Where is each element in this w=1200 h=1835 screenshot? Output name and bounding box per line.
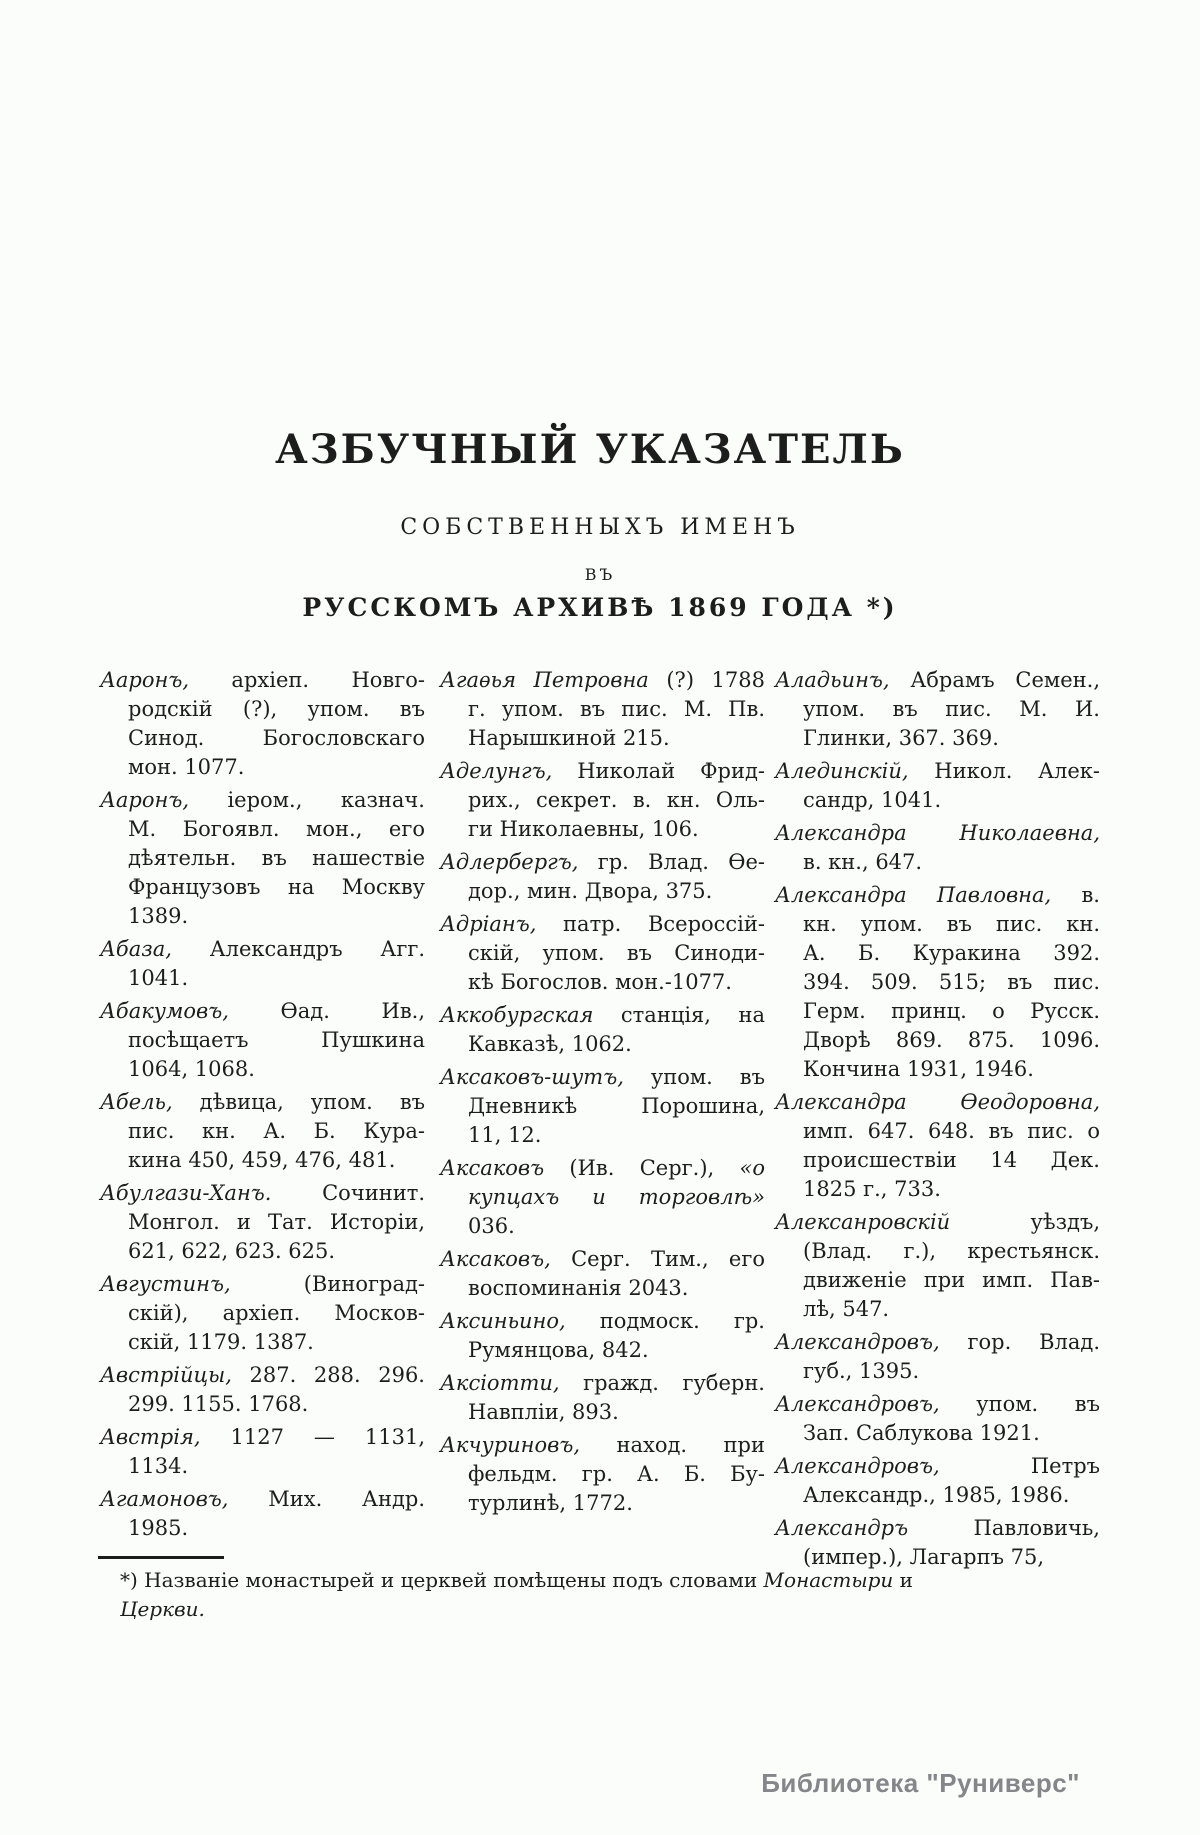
- entry-line: кѣ Богослов. мон.-1077.: [468, 970, 732, 994]
- index-entry: [440, 666, 765, 753]
- entry-line: 1041.: [128, 966, 189, 990]
- entry-line: Абулгази-Ханъ. Сочинит.: [100, 1181, 425, 1205]
- entry-line: Августинъ, (Виноград-: [100, 1272, 425, 1296]
- entry-line: Агамоновъ, Мих. Андр.: [100, 1487, 425, 1511]
- entry-line: 1825 г., 733.: [803, 1177, 941, 1201]
- index-entry: [100, 1423, 425, 1481]
- entry-line: лѣ, 547.: [803, 1297, 890, 1321]
- entry-line: 036.: [468, 1214, 515, 1238]
- entry-line: кн. упом. въ пис. кн.: [803, 912, 1100, 936]
- entry-line: Австрійцы, 287. 288. 296.: [100, 1363, 425, 1387]
- index-entry: [440, 1431, 765, 1518]
- entry-line: А. Б. Куракина 392.: [803, 941, 1100, 965]
- index-entry: [440, 1154, 765, 1241]
- entry-line: Румянцова, 842.: [468, 1338, 649, 1362]
- entry-line: *) Названіе монастырей и церквей помѣщены подъ словами Монастыри и Церкви.: [120, 1568, 913, 1621]
- index-entry: [775, 1452, 1100, 1510]
- title-preposition: ВЪ: [584, 565, 616, 584]
- index-column-2: [440, 666, 765, 1522]
- index-entry: [100, 786, 425, 931]
- entry-line: г. упом. въ пис. М. Пв.: [468, 697, 765, 721]
- index-entry: [775, 757, 1100, 815]
- entry-line: в. кн., 647.: [803, 850, 923, 874]
- index-entry: [775, 1390, 1100, 1448]
- entry-line: 1134.: [128, 1454, 189, 1478]
- entry-line: пис. кн. А. Б. Кура-: [128, 1119, 425, 1143]
- entry-line: Александровъ, Петръ: [775, 1454, 1100, 1478]
- entry-line: родскій (?), упом. въ: [128, 697, 425, 721]
- entry-line: 299. 1155. 1768.: [128, 1392, 309, 1416]
- entry-line: рих., секрет. в. кн. Оль-: [468, 788, 765, 812]
- entry-line: Навпліи, 893.: [468, 1400, 619, 1424]
- index-entry: [440, 910, 765, 997]
- entry-line: Герм. принц. о Русск.: [803, 999, 1100, 1023]
- entry-line: Александр., 1985, 1986.: [803, 1483, 1070, 1507]
- entry-line: упом. въ пис. М. И.: [803, 697, 1100, 721]
- library-watermark: Библиотека "Руниверс": [761, 1768, 1080, 1798]
- entry-line: Ааронъ, архіеп. Новго-: [100, 668, 425, 692]
- index-entry: [100, 1270, 425, 1357]
- entry-line: Кавказѣ, 1062.: [468, 1032, 632, 1056]
- entry-line: 621, 622, 623. 625.: [128, 1239, 336, 1263]
- entry-line: Зап. Саблукова 1921.: [803, 1421, 1040, 1445]
- index-entry: [440, 848, 765, 906]
- entry-line: Дневникѣ Порошина,: [468, 1094, 765, 1118]
- index-column-3: [775, 666, 1100, 1576]
- entry-line: Дворѣ 869. 875. 1096.: [803, 1028, 1100, 1052]
- entry-line: Аксаковъ (Ив. Серг.), «о: [440, 1156, 765, 1180]
- index-entry: [775, 819, 1100, 877]
- entry-line: Кончина 1931, 1946.: [803, 1057, 1034, 1081]
- index-entry: [440, 757, 765, 844]
- entry-line: воспоминанія 2043.: [468, 1276, 689, 1300]
- index-entry: [440, 1063, 765, 1150]
- index-entry: [775, 1208, 1100, 1324]
- entry-line: мон. 1077.: [128, 755, 245, 779]
- index-entry: [100, 1485, 425, 1543]
- entry-line: Абель, дѣвица, упом. въ: [100, 1090, 425, 1114]
- entry-line: Адлербергъ, гр. Влад. Ѳе-: [440, 850, 765, 874]
- entry-line: Ааронъ, іером., казнач.: [100, 788, 425, 812]
- entry-line: 1389.: [128, 904, 189, 928]
- entry-line: Абаза, Александръ Агг.: [100, 937, 425, 961]
- entry-line: происшествіи 14 Дек.: [803, 1148, 1100, 1172]
- page-subtitle: СОБСТВЕННЫХЪ ИМЕНЪ: [400, 515, 800, 540]
- entry-line: фельдм. гр. А. Б. Бу-: [468, 1462, 765, 1486]
- entry-line: скій, упом. въ Синоди-: [468, 941, 765, 965]
- entry-line: дѣятельн. въ нашествіе: [128, 846, 425, 870]
- entry-line: сандр, 1041.: [803, 788, 942, 812]
- entry-line: Аксаковъ-шутъ, упом. въ: [440, 1065, 765, 1089]
- entry-line: 1985.: [128, 1516, 189, 1540]
- entry-line: турлинѣ, 1772.: [468, 1491, 633, 1515]
- index-entry: [775, 1088, 1100, 1204]
- entry-line: Алексанровскій уѣздъ,: [775, 1210, 1100, 1234]
- index-entry: [100, 1361, 425, 1419]
- entry-line: Аксаковъ, Серг. Тим., его: [440, 1247, 765, 1271]
- index-entry: [100, 997, 425, 1084]
- index-entry: [775, 881, 1100, 1084]
- entry-line: 394. 509. 515; въ пис.: [803, 970, 1100, 994]
- series-title: РУССКОМЪ АРХИВѢ 1869 ГОДА *): [302, 593, 898, 622]
- entry-line: Французовъ на Москву: [128, 875, 425, 899]
- index-entry: [100, 1179, 425, 1266]
- index-entry: [775, 1514, 1100, 1572]
- entry-line: Австрія, 1127 — 1131,: [100, 1425, 425, 1449]
- entry-line: Алединскій, Никол. Алек-: [775, 759, 1100, 783]
- entry-line: губ., 1395.: [803, 1359, 920, 1383]
- index-entry: [775, 666, 1100, 753]
- footnote-text: [120, 1566, 998, 1621]
- entry-line: Александра Ѳеодоровна,: [775, 1090, 1100, 1114]
- entry-line: Аксиньино, подмоск. гр.: [440, 1309, 765, 1333]
- entry-line: Аккобургская станція, на: [440, 1003, 765, 1027]
- index-entry: [100, 1088, 425, 1175]
- entry-line: скій, 1179. 1387.: [128, 1330, 314, 1354]
- index-entry: [440, 1307, 765, 1365]
- entry-line: Акчуриновъ, наход. при: [440, 1433, 765, 1457]
- entry-line: Глинки, 367. 369.: [803, 726, 999, 750]
- entry-line: Абакумовъ, Ѳад. Ив.,: [100, 999, 425, 1023]
- entry-line: (Влад. г.), крестьянск.: [803, 1239, 1100, 1263]
- entry-line: 11, 12.: [468, 1123, 542, 1147]
- entry-line: Александровъ, упом. въ: [775, 1392, 1100, 1416]
- footnote-divider: [98, 1556, 224, 1559]
- entry-line: кина 450, 459, 476, 481.: [128, 1148, 396, 1172]
- entry-line: Аксіотти, гражд. губерн.: [440, 1371, 765, 1395]
- index-entry: [440, 1245, 765, 1303]
- entry-line: Александра Николаевна,: [775, 821, 1100, 845]
- entry-line: (импер.), Лагарпъ 75,: [803, 1545, 1045, 1569]
- index-entry: [440, 1001, 765, 1059]
- index-column-1: [100, 666, 425, 1547]
- entry-line: Монгол. и Тат. Исторіи,: [128, 1210, 425, 1234]
- entry-line: Александровъ, гор. Влад.: [775, 1330, 1100, 1354]
- entry-line: 1064, 1068.: [128, 1057, 255, 1081]
- entry-line: Александръ Павловичь,: [775, 1516, 1100, 1540]
- entry-line: посѣщаетъ Пушкина: [128, 1028, 425, 1052]
- entry-line: Нарышкиной 215.: [468, 726, 670, 750]
- entry-line: ги Николаевны, 106.: [468, 817, 699, 841]
- index-entry: [100, 935, 425, 993]
- entry-line: скій), архіеп. Москов-: [128, 1301, 425, 1325]
- entry-line: имп. 647. 648. въ пис. о: [803, 1119, 1100, 1143]
- entry-line: М. Богоявл. мон., его: [128, 817, 425, 841]
- entry-line: Аделунгъ, Николай Фрид-: [440, 759, 765, 783]
- entry-line: движеніе при имп. Пав-: [803, 1268, 1100, 1292]
- entry-line: дор., мин. Двора, 375.: [468, 879, 713, 903]
- entry-line: Синод. Богословскаго: [128, 726, 425, 750]
- entry-line: Агаѳья Петровна (?) 1788: [440, 668, 765, 692]
- entry-line: купцахъ и торговлѣ»: [468, 1185, 765, 1209]
- index-entry: [100, 666, 425, 782]
- index-entry: [775, 1328, 1100, 1386]
- page-title: АЗБУЧНЫЙ УКАЗАТЕЛЬ: [275, 426, 905, 473]
- index-entry: [440, 1369, 765, 1427]
- entry-line: Александра Павловна, в.: [775, 883, 1100, 907]
- entry-line: Аладьинъ, Абрамъ Семен.,: [775, 668, 1100, 692]
- entry-line: Адріанъ, патр. Всероссій-: [440, 912, 765, 936]
